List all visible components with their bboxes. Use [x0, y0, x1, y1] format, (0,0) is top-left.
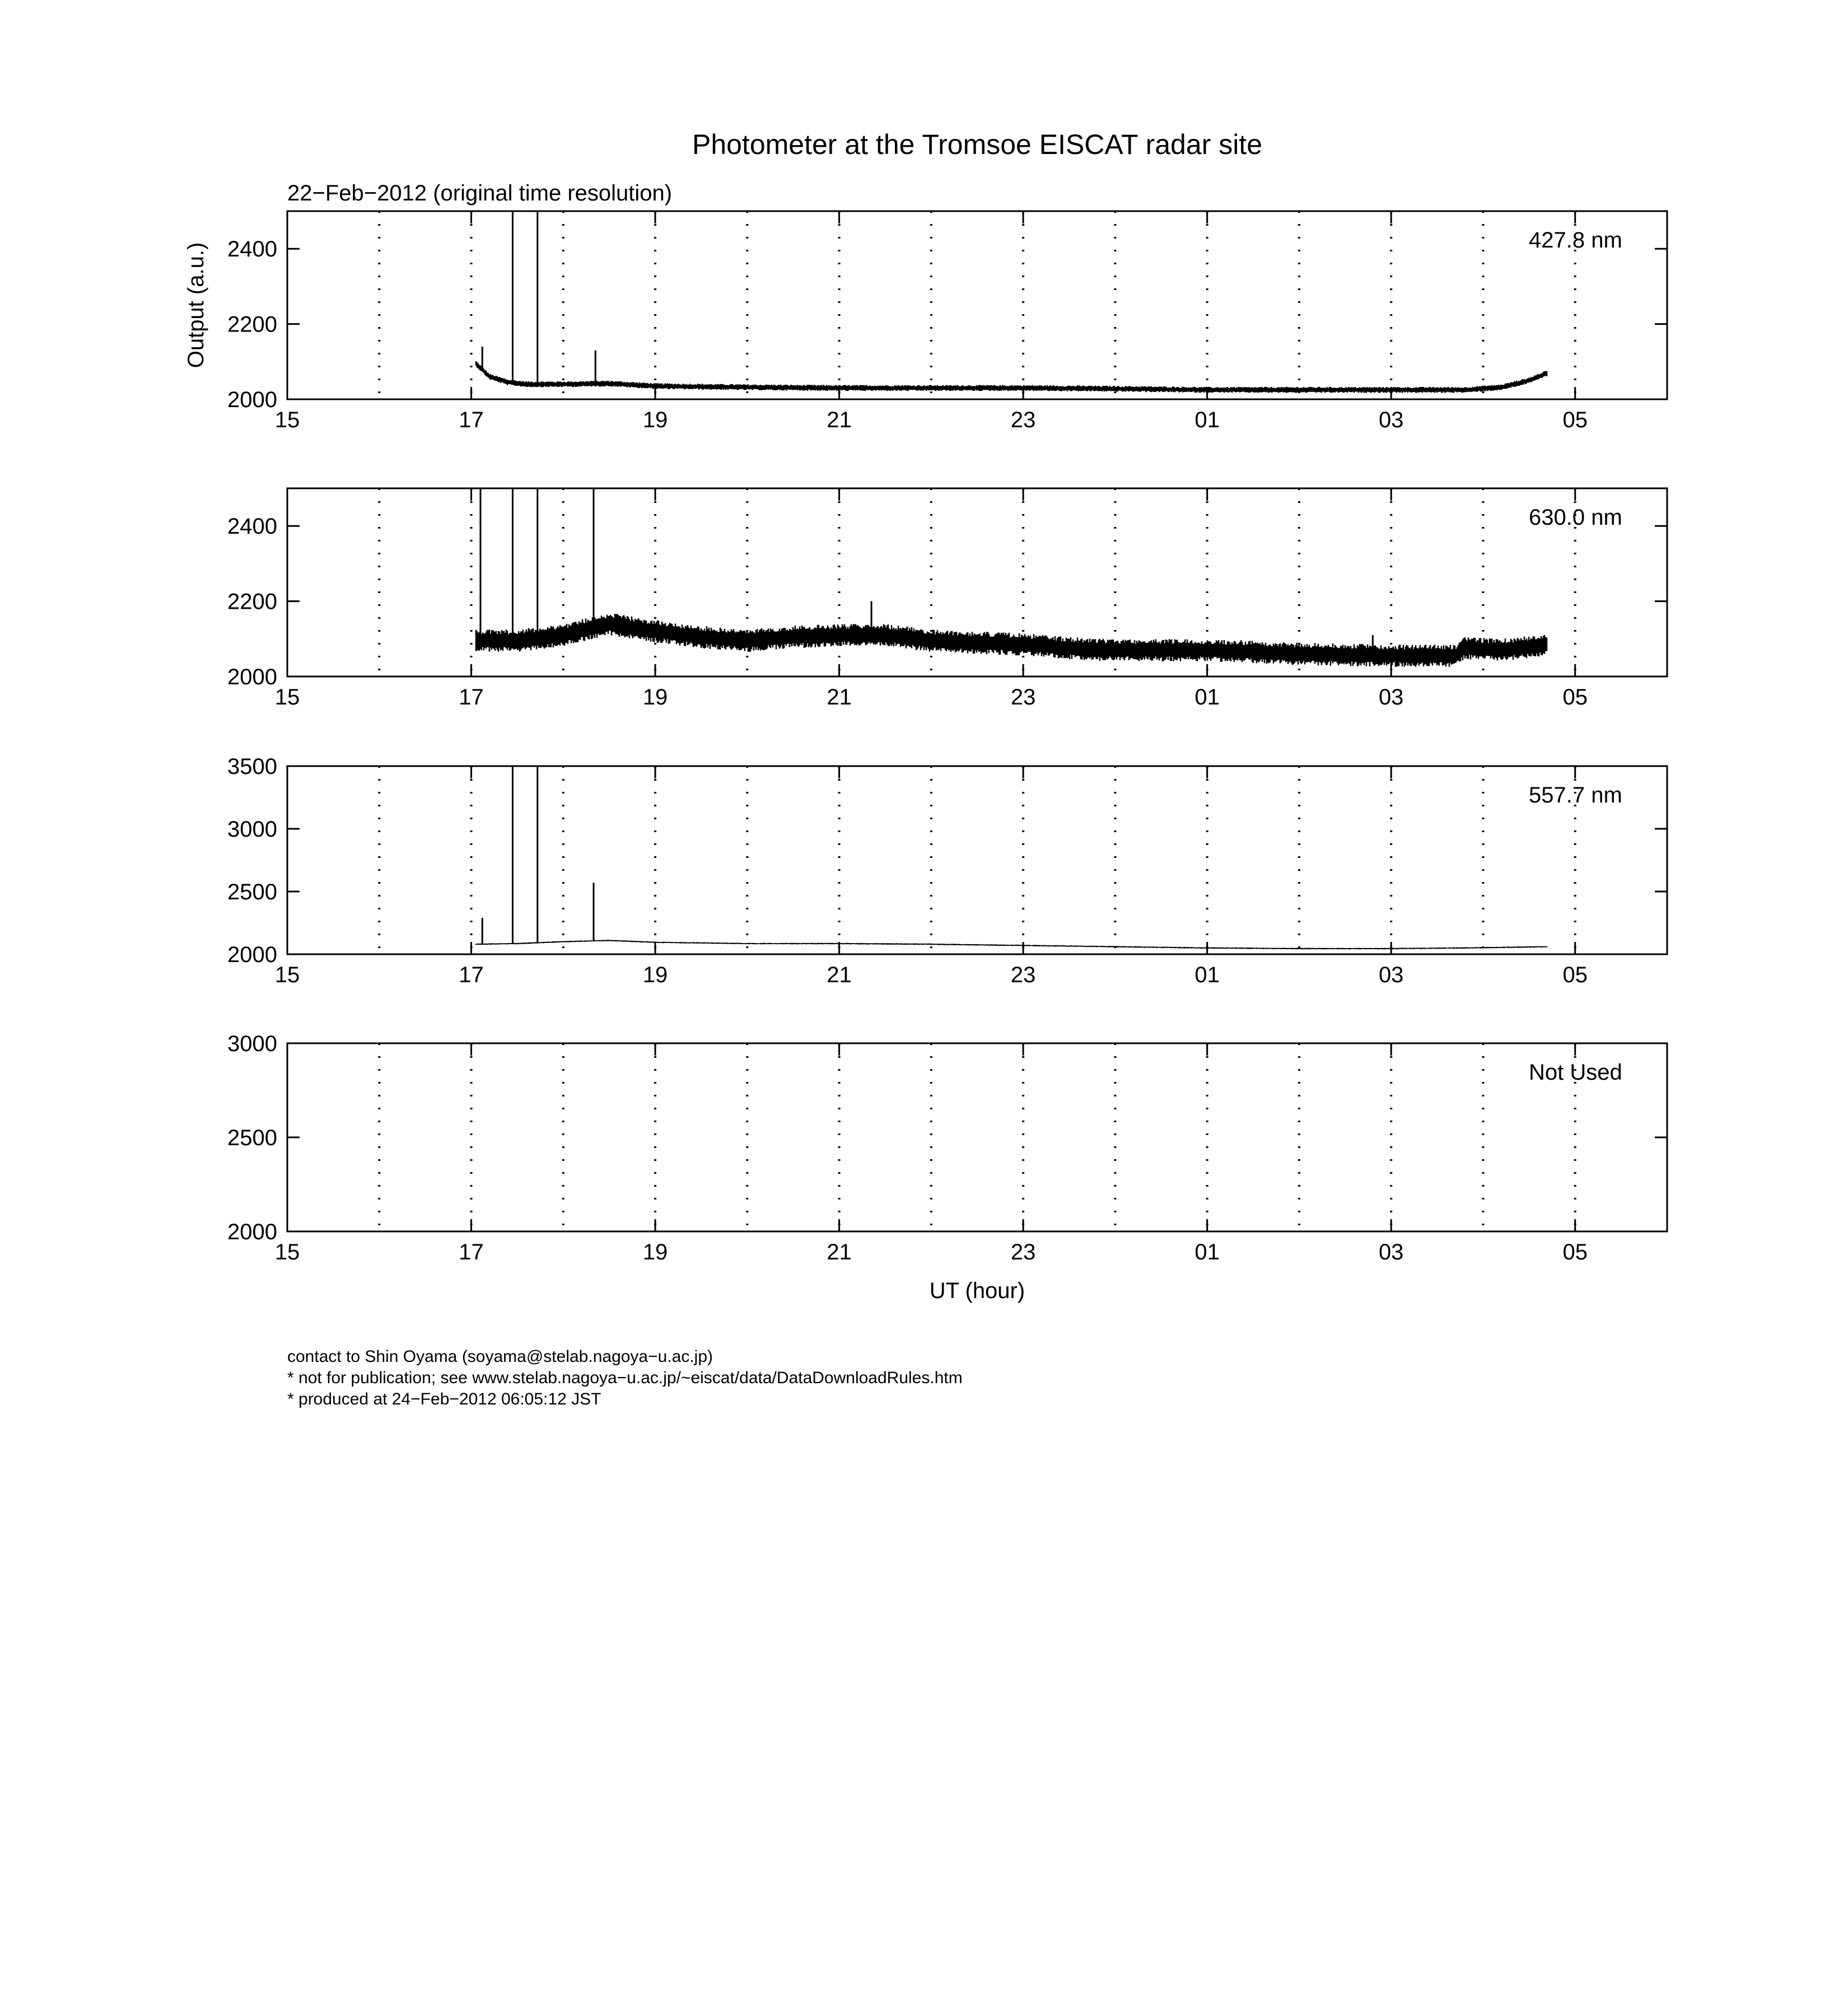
y-tick-label: 2000 — [227, 942, 277, 967]
y-tick-label: 2400 — [227, 237, 277, 262]
x-tick-label: 03 — [1378, 963, 1404, 987]
x-tick-label: 03 — [1378, 685, 1404, 710]
y-tick-label: 2200 — [227, 589, 277, 614]
chart-subtitle: 22−Feb−2012 (original time resolution) — [287, 181, 673, 206]
x-tick-label: 03 — [1378, 1240, 1404, 1264]
x-axis-label: UT (hour) — [929, 1278, 1025, 1303]
x-tick-label: 17 — [459, 1240, 484, 1264]
x-tick-label: 17 — [459, 408, 484, 432]
data-trace — [476, 614, 1547, 667]
footer — [287, 1347, 963, 1408]
y-tick-label: 2000 — [227, 388, 277, 412]
x-tick-label: 23 — [1010, 685, 1036, 710]
x-tick-label: 01 — [1194, 963, 1220, 987]
x-tick-label: 17 — [459, 685, 484, 710]
panel-label: 557.7 nm — [1529, 783, 1622, 808]
x-tick-label: 01 — [1194, 685, 1220, 710]
x-tick-label: 05 — [1562, 963, 1588, 987]
x-tick-label: 15 — [274, 1240, 300, 1264]
y-axis-label: Output (a.u.) — [184, 242, 208, 368]
panel-3 — [227, 754, 1667, 987]
footer-rules: * not for publication; see www.stelab.nagoya−u.ac.jp/~eiscat/data/DataDownloadRules.htm — [287, 1369, 963, 1387]
footer-contact: contact to Shin Oyama (soyama@stelab.nagoya−u.ac.jp) — [287, 1347, 713, 1366]
y-tick-label: 2500 — [227, 1126, 277, 1150]
panel-label: 630.0 nm — [1529, 505, 1622, 530]
panel-1 — [227, 211, 1667, 432]
x-tick-label: 23 — [1010, 408, 1036, 432]
x-tick-label: 01 — [1194, 1240, 1220, 1264]
plot-frame — [287, 211, 1667, 399]
x-tick-label: 21 — [827, 1240, 852, 1264]
x-tick-label: 19 — [642, 963, 668, 987]
plot-frame — [287, 766, 1667, 954]
plot-frame — [287, 1043, 1667, 1231]
x-tick-label: 21 — [827, 685, 852, 710]
x-tick-label: 15 — [274, 408, 300, 432]
x-tick-label: 23 — [1010, 1240, 1036, 1264]
panel-2 — [227, 488, 1667, 710]
x-tick-label: 19 — [642, 1240, 668, 1264]
x-tick-label: 21 — [827, 963, 852, 987]
panel-label: 427.8 nm — [1529, 228, 1622, 253]
y-tick-label: 2200 — [227, 312, 277, 337]
footer-produced: * produced at 24−Feb−2012 06:05:12 JST — [287, 1390, 601, 1408]
x-tick-label: 19 — [642, 685, 668, 710]
x-tick-label: 17 — [459, 963, 484, 987]
y-tick-label: 2000 — [227, 1220, 277, 1244]
y-tick-label: 3000 — [227, 1032, 277, 1056]
y-tick-label: 2500 — [227, 880, 277, 904]
x-tick-label: 03 — [1378, 408, 1404, 432]
panel-4 — [227, 1032, 1667, 1264]
x-tick-label: 05 — [1562, 685, 1588, 710]
x-tick-label: 15 — [274, 963, 300, 987]
x-tick-label: 19 — [642, 408, 668, 432]
y-tick-label: 2400 — [227, 514, 277, 539]
panel-label: Not Used — [1529, 1060, 1622, 1085]
data-trace — [476, 361, 1547, 393]
x-tick-label: 05 — [1562, 408, 1588, 432]
x-tick-label: 15 — [274, 685, 300, 710]
x-tick-label: 01 — [1194, 408, 1220, 432]
y-tick-label: 3500 — [227, 754, 277, 779]
y-tick-label: 2000 — [227, 665, 277, 689]
x-tick-label: 05 — [1562, 1240, 1588, 1264]
chart-panels — [227, 211, 1667, 1264]
data-trace — [476, 940, 1547, 949]
chart-title: Photometer at the Tromsoe EISCAT radar site — [692, 129, 1263, 160]
x-tick-label: 23 — [1010, 963, 1036, 987]
x-tick-label: 21 — [827, 408, 852, 432]
y-tick-label: 3000 — [227, 817, 277, 842]
